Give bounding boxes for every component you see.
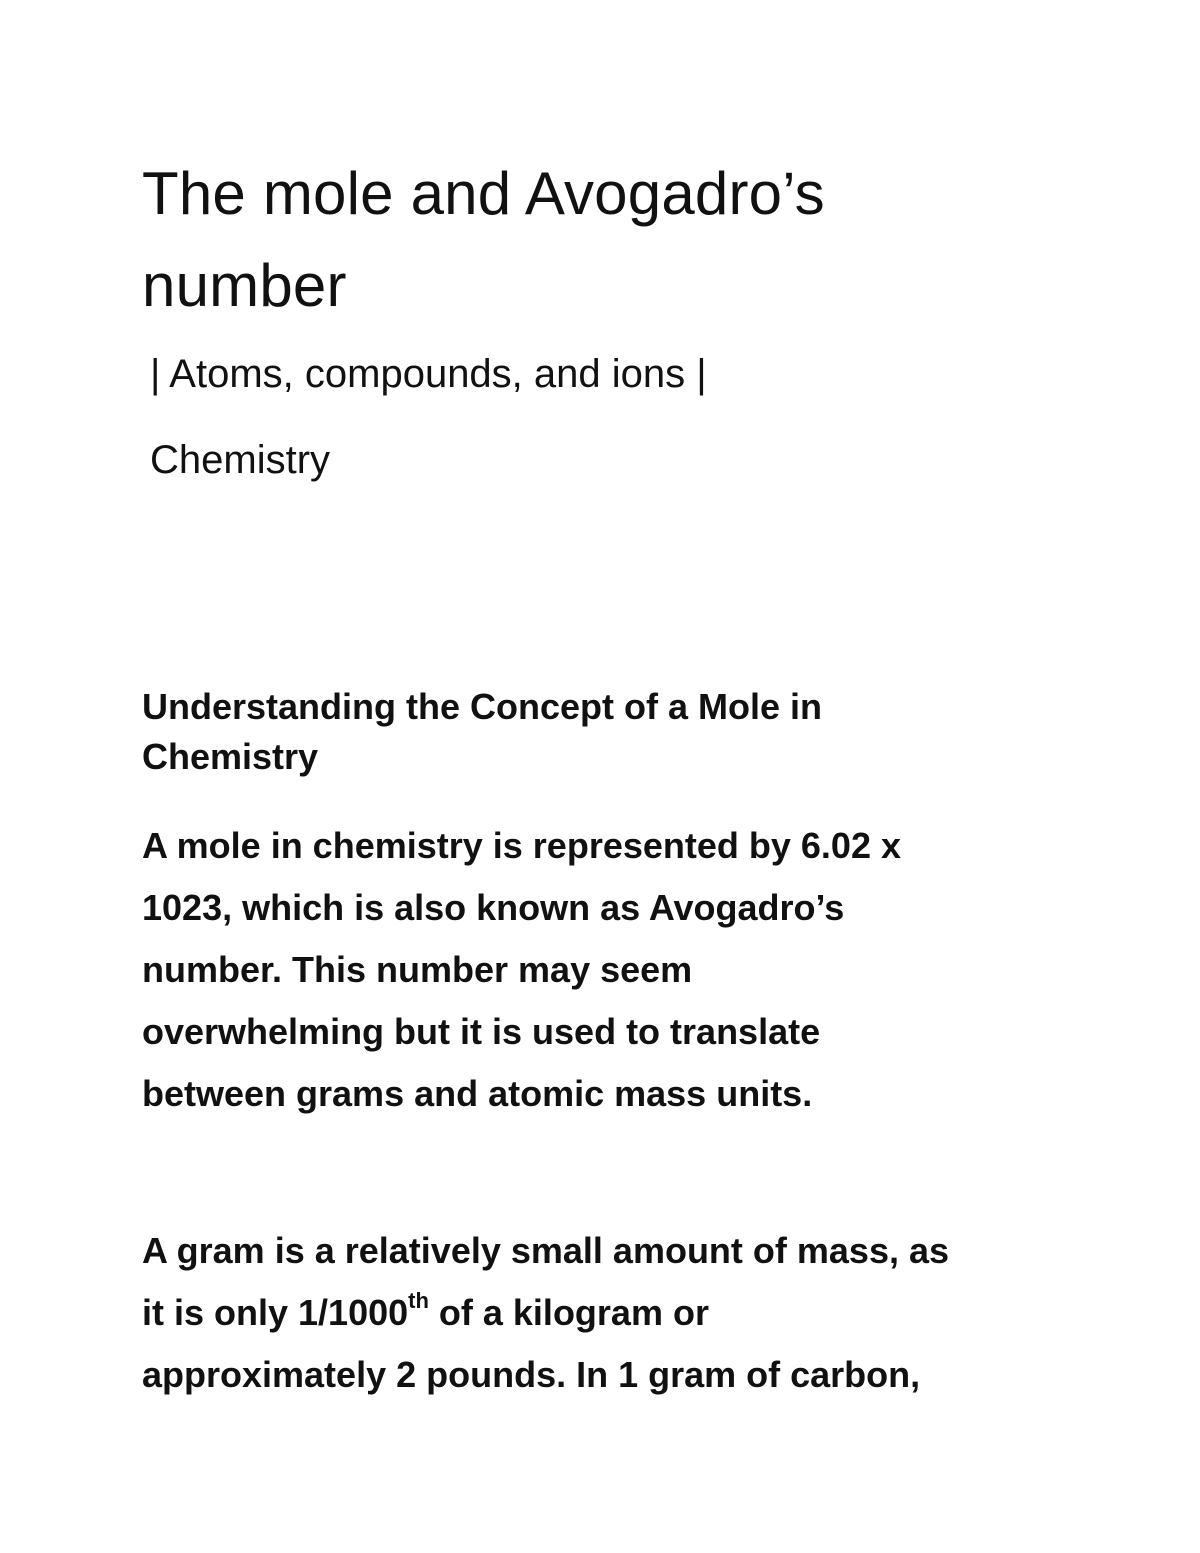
paragraph-line: between grams and atomic mass units.: [142, 1073, 813, 1114]
paragraph-line: number. This number may seem: [142, 949, 693, 990]
paragraph-line-text: it is only 1/1000: [142, 1292, 409, 1333]
paragraph-line: [142, 1282, 1062, 1344]
paragraph-line: 1023, which is also known as Avogadro’s: [142, 887, 845, 928]
document-title: [142, 148, 1002, 332]
paragraph-line: approximately 2 pounds. In 1 gram of carbon,: [142, 1354, 921, 1395]
title-line-2: number: [142, 252, 347, 319]
paragraph-line: A gram is a relatively small amount of mass, as: [142, 1230, 950, 1271]
paragraph-gram-definition: [142, 1220, 1062, 1406]
paragraph-mole-definition: [142, 815, 1062, 1125]
superscript: th: [408, 1288, 429, 1313]
title-line-1: The mole and Avogadro’s: [142, 160, 825, 227]
subtitle-topic: | Atoms, compounds, and ions |: [150, 352, 707, 396]
paragraph-line: overwhelming but it is used to translate: [142, 1011, 821, 1052]
section-heading: [142, 682, 1042, 782]
paragraph-line-text: of a kilogram or: [428, 1292, 709, 1333]
subtitle-subject: Chemistry: [150, 438, 331, 482]
paragraph-line: A mole in chemistry is represented by 6.02 x: [142, 825, 901, 866]
section-heading-line-1: Understanding the Concept of a Mole in: [142, 686, 823, 727]
section-heading-line-2: Chemistry: [142, 736, 319, 777]
